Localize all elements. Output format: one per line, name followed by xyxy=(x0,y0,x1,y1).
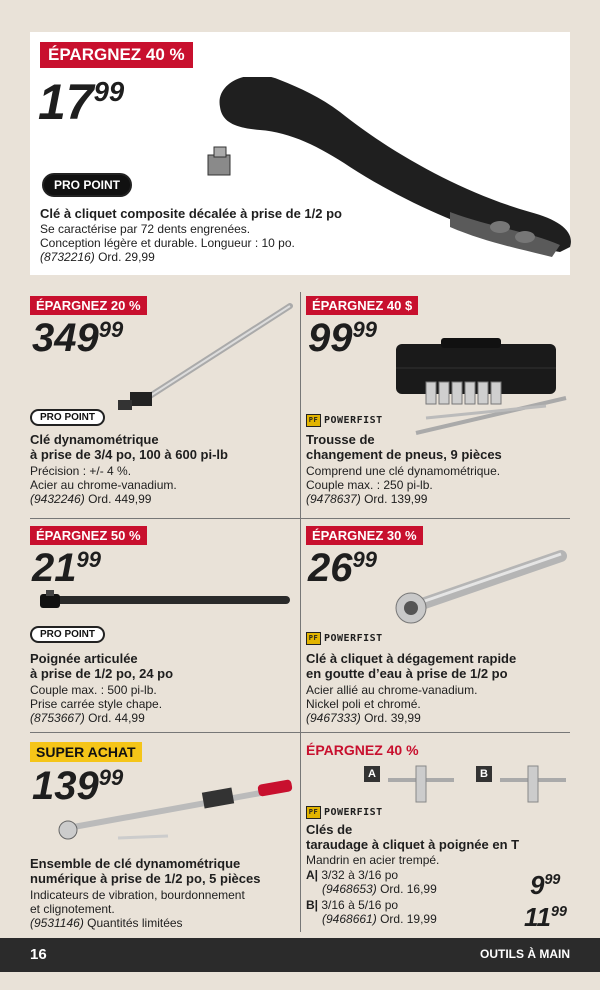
label-b: B xyxy=(476,766,492,782)
product-title: Trousse de changement de pneus, 9 pièces xyxy=(306,432,502,462)
product-desc-1: Se caractérise par 72 dents engrenées. xyxy=(40,222,251,236)
product-card xyxy=(30,742,295,937)
digital-torque-wrench-image xyxy=(48,778,298,848)
variant-a: A| 3/32 à 3/16 po xyxy=(306,868,399,882)
sku-line: (9432246) Ord. 449,99 xyxy=(30,492,152,506)
variant-a-price: $9^{99}$ xyxy=(530,870,561,900)
torque-wrench-image xyxy=(110,296,300,416)
product-desc-2: Acier au chrome-vanadium. xyxy=(30,478,177,492)
breaker-bar-image xyxy=(40,588,295,618)
product-title: Clé à cliquet composite décalée à prise de 1/2 po xyxy=(40,206,343,221)
product-desc-1: Mandrin en acier trempé. xyxy=(306,853,440,867)
brand-logo: PRO POINT xyxy=(42,173,132,197)
brand-logo: PF POWERFIST xyxy=(306,806,383,819)
powerfist-icon: PF xyxy=(306,414,321,427)
row-divider xyxy=(30,732,570,733)
ratchet-wrench-image xyxy=(200,77,580,257)
price: $99^{99}$ xyxy=(308,316,377,360)
product-card xyxy=(306,296,571,516)
sku-line: (8753667) Ord. 44,99 xyxy=(30,711,145,725)
product-desc-2: Conception légère et durable. Longueur : 10 po. xyxy=(40,236,295,250)
price: $17^{99}$ xyxy=(38,74,125,130)
product-card xyxy=(30,526,295,731)
product-desc-2: et clignotement. xyxy=(30,902,115,916)
ratchet-image xyxy=(386,546,571,626)
save-badge: ÉPARGNEZ 30 % xyxy=(306,526,423,545)
save-heading: ÉPARGNEZ 40 % xyxy=(306,742,419,758)
save-badge: SUPER ACHAT xyxy=(30,742,142,762)
powerfist-icon: PF xyxy=(306,632,321,645)
product-desc-2: Prise carrée style chape. xyxy=(30,697,163,711)
price: $139^{99}$ xyxy=(32,764,124,808)
sku-line: (9467333) Ord. 39,99 xyxy=(306,711,421,725)
brand-logo: PF POWERFIST xyxy=(306,632,383,645)
product-desc-1: Comprend une clé dynamométrique. xyxy=(306,464,501,478)
brand-logo: PRO POINT xyxy=(30,409,105,426)
product-card xyxy=(306,742,571,937)
section-title: OUTILS À MAIN xyxy=(480,947,570,961)
product-desc-1: Indicateurs de vibration, bourdonnement xyxy=(30,888,245,902)
product-desc-1: Acier allié au chrome-vanadium. xyxy=(306,683,478,697)
page-number: 16 xyxy=(30,946,47,963)
hero-card xyxy=(30,32,570,275)
product-title: Poignée articulée à prise de 1/2 po, 24 po xyxy=(30,651,174,681)
variant-b-sku: (9468661) Ord. 19,99 xyxy=(322,912,437,926)
product-desc-1: Couple max. : 500 pi-lb. xyxy=(30,683,157,697)
save-badge: ÉPARGNEZ 50 % xyxy=(30,526,147,545)
product-title: Clé à cliquet à dégagement rapide en goutte d’eau à prise de 1/2 po xyxy=(306,651,517,681)
sku-line: (8732216) Ord. 29,99 xyxy=(40,250,155,264)
brand-logo: PRO POINT xyxy=(30,626,105,643)
tap-wrench-b-image xyxy=(498,762,568,804)
product-card xyxy=(306,526,571,731)
variant-a-sku: (9468653) Ord. 16,99 xyxy=(322,882,437,896)
price: $21^{99}$ xyxy=(32,546,101,590)
variant-b: B| 3/16 à 5/16 po xyxy=(306,898,399,912)
save-badge: ÉPARGNEZ 40 $ xyxy=(306,296,418,315)
tap-wrench-a-image xyxy=(386,762,456,804)
row-divider xyxy=(30,518,570,519)
footer-bar xyxy=(0,938,600,972)
product-title: Clé dynamométrique à prise de 3/4 po, 100 à 600 pi-lb xyxy=(30,432,228,462)
product-card xyxy=(30,296,295,516)
label-a: A xyxy=(364,766,380,782)
powerfist-icon: PF xyxy=(306,806,321,819)
product-title: Clés de taraudage à cliquet à poignée en T xyxy=(306,822,520,852)
save-badge: ÉPARGNEZ 40 % xyxy=(40,42,193,68)
price: $349^{99}$ xyxy=(32,316,124,360)
product-desc-1: Précision : +/- 4 %. xyxy=(30,464,132,478)
save-badge: ÉPARGNEZ 20 % xyxy=(30,296,147,315)
sku-line: (9531146) Quantités limitées xyxy=(30,916,183,930)
product-desc-2: Nickel poli et chromé. xyxy=(306,697,421,711)
product-desc-2: Couple max. : 250 pi-lb. xyxy=(306,478,433,492)
brand-logo: PF POWERFIST xyxy=(306,414,383,427)
column-divider xyxy=(300,292,301,932)
variant-b-price: $11^{99}$ xyxy=(524,902,567,932)
price: $26^{99}$ xyxy=(308,546,377,590)
product-title: Ensemble de clé dynamométrique numérique à prise de 1/2 po, 5 pièces xyxy=(30,856,261,886)
sku-line: (9478637) Ord. 139,99 xyxy=(306,492,428,506)
tire-change-kit-image xyxy=(386,338,571,443)
